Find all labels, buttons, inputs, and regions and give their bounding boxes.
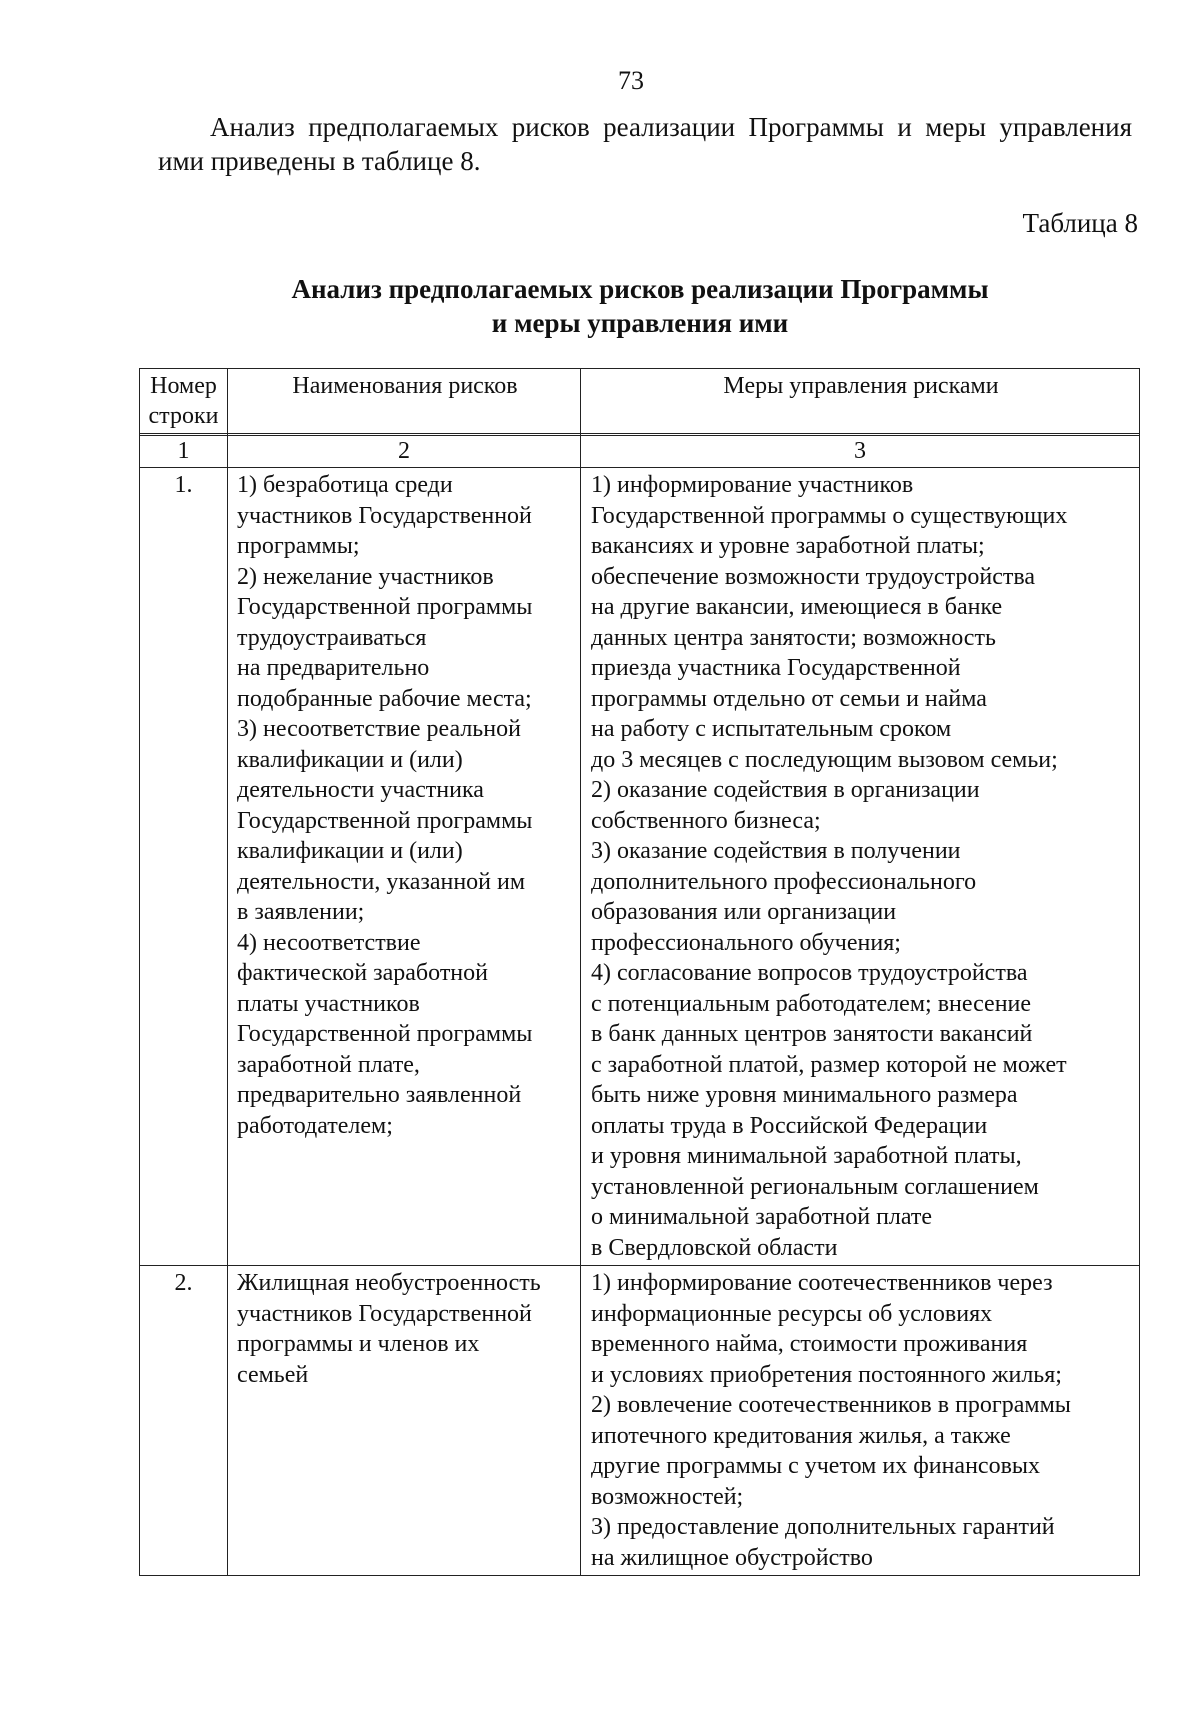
row-number: 1. <box>140 468 228 1266</box>
column-index: 1 <box>140 436 228 468</box>
table-row <box>140 468 1140 1266</box>
risk-line: на предварительно <box>237 655 430 681</box>
measure-line: временного найма, стоимости проживания <box>591 1331 1028 1357</box>
risk-line: Государственной программы <box>237 807 533 834</box>
measure-line: установленной региональным соглашением <box>591 1173 1039 1200</box>
table-title-line: Анализ предполагаемых рисков реализации Программы <box>291 274 989 304</box>
measure-line: образования или организации <box>591 899 897 925</box>
risk-line: участников Государственной <box>237 502 532 529</box>
header-row-number <box>140 369 228 434</box>
measure-line: в банк данных центров занятости вакансий <box>591 1021 1033 1047</box>
measure-line: на жилищное обустройство <box>591 1544 873 1571</box>
risk-line: программы и членов их <box>237 1331 480 1357</box>
measure-line: информационные ресурсы об условиях <box>591 1300 993 1327</box>
table-label: Таблица 8 <box>1022 208 1138 238</box>
measure-line: вакансиях и уровне заработной платы; <box>591 533 985 559</box>
risk-line: предварительно заявленной <box>237 1082 522 1108</box>
header-row-number-line: Номер <box>150 373 217 399</box>
measure-line: 2) оказание содействия в организации <box>591 777 980 803</box>
header-row-number-line: строки <box>148 403 219 429</box>
risk-line: семьей <box>237 1361 309 1388</box>
measure-line: быть ниже уровня минимального размера <box>591 1082 1018 1108</box>
risk-line: платы участников <box>237 990 420 1017</box>
measure-line: приезда участника Государственной <box>591 655 961 681</box>
risk-line: Государственной программы <box>237 1021 533 1047</box>
risk-cell <box>228 468 581 1266</box>
table-header-row <box>140 369 1140 434</box>
table-row <box>140 1266 1140 1576</box>
measure-line: 1) информирование соотечественников через <box>591 1270 1053 1296</box>
risk-line: программы; <box>237 533 360 559</box>
measure-line: с потенциальным работодателем; внесение <box>591 990 1032 1017</box>
risk-line: трудоустраиваться <box>237 624 427 651</box>
table-title <box>130 272 1150 340</box>
measure-line: до 3 месяцев с последующим вызовом семьи; <box>591 746 1058 773</box>
risk-cell <box>228 1266 581 1576</box>
risk-line: участников Государственной <box>237 1300 532 1327</box>
risk-line: 2) нежелание участников <box>237 563 494 590</box>
risk-line: работодателем; <box>237 1112 393 1139</box>
risk-line: деятельности участника <box>237 777 484 803</box>
measure-line: на другие вакансии, имеющиеся в банке <box>591 594 1003 620</box>
risk-line: Жилищная необустроенность <box>237 1270 541 1296</box>
measure-line: и условиях приобретения постоянного жилья; <box>591 1361 1062 1388</box>
measure-line: в Свердловской области <box>591 1234 838 1261</box>
measure-cell <box>581 1266 1140 1576</box>
risk-line: Государственной программы <box>237 594 533 620</box>
table-title-line: и меры управления ими <box>491 308 789 338</box>
measure-line: собственного бизнеса; <box>591 807 821 834</box>
measure-line: обеспечение возможности трудоустройства <box>591 563 1035 590</box>
risk-line: 1) безработица среди <box>237 472 453 498</box>
measure-line: дополнительного профессионального <box>591 868 977 895</box>
column-index-row <box>140 436 1140 468</box>
row-number: 2. <box>140 1266 228 1576</box>
header-risks: Наименования рисков <box>228 369 581 434</box>
measure-line: данных центра занятости; возможность <box>591 624 996 651</box>
risk-line: 4) несоответствие <box>237 929 421 956</box>
risk-line: деятельности, указанной им <box>237 868 526 895</box>
risk-line: заработной плате, <box>237 1051 420 1078</box>
column-index: 2 <box>228 436 581 468</box>
measure-cell <box>581 468 1140 1266</box>
risk-line: квалификации и (или) <box>237 838 463 864</box>
measure-line: о минимальной заработной плате <box>591 1204 933 1230</box>
page-number: 73 <box>618 66 644 95</box>
risk-line: фактической заработной <box>237 960 488 986</box>
measure-line: и уровня минимальной заработной платы, <box>591 1143 1022 1169</box>
measure-line: ипотечного кредитования жилья, а также <box>591 1422 1011 1449</box>
risk-line: подобранные рабочие места; <box>237 685 532 712</box>
risk-line: квалификации и (или) <box>237 746 463 773</box>
measure-line: другие программы с учетом их финансовых <box>591 1453 1041 1479</box>
measure-line: профессионального обучения; <box>591 929 901 956</box>
risk-table <box>139 368 1139 1576</box>
measure-line: 4) согласование вопросов трудоустройства <box>591 960 1028 986</box>
measure-line: 3) предоставление дополнительных гарантий <box>591 1514 1055 1540</box>
measure-line: 1) информирование участников <box>591 472 914 498</box>
header-measures: Меры управления рисками <box>581 369 1140 434</box>
risk-line: 3) несоответствие реальной <box>237 716 521 742</box>
measure-line: Государственной программы о существующих <box>591 502 1068 529</box>
measure-line: возможностей; <box>591 1483 744 1510</box>
measure-line: 3) оказание содействия в получении <box>591 838 961 864</box>
measure-line: 2) вовлечение соотечественников в программы <box>591 1392 1071 1418</box>
risk-line: в заявлении; <box>237 899 365 925</box>
measure-line: с заработной платой, размер которой не может <box>591 1051 1067 1078</box>
measure-line: оплаты труда в Российской Федерации <box>591 1112 988 1139</box>
measure-line: на работу с испытательным сроком <box>591 716 952 742</box>
column-index: 3 <box>581 436 1140 468</box>
intro-paragraph: Анализ предполагаемых рисков реализации Программы и меры управления ими приведены в таблице 8. <box>158 112 1132 176</box>
measure-line: программы отдельно от семьи и найма <box>591 685 987 712</box>
